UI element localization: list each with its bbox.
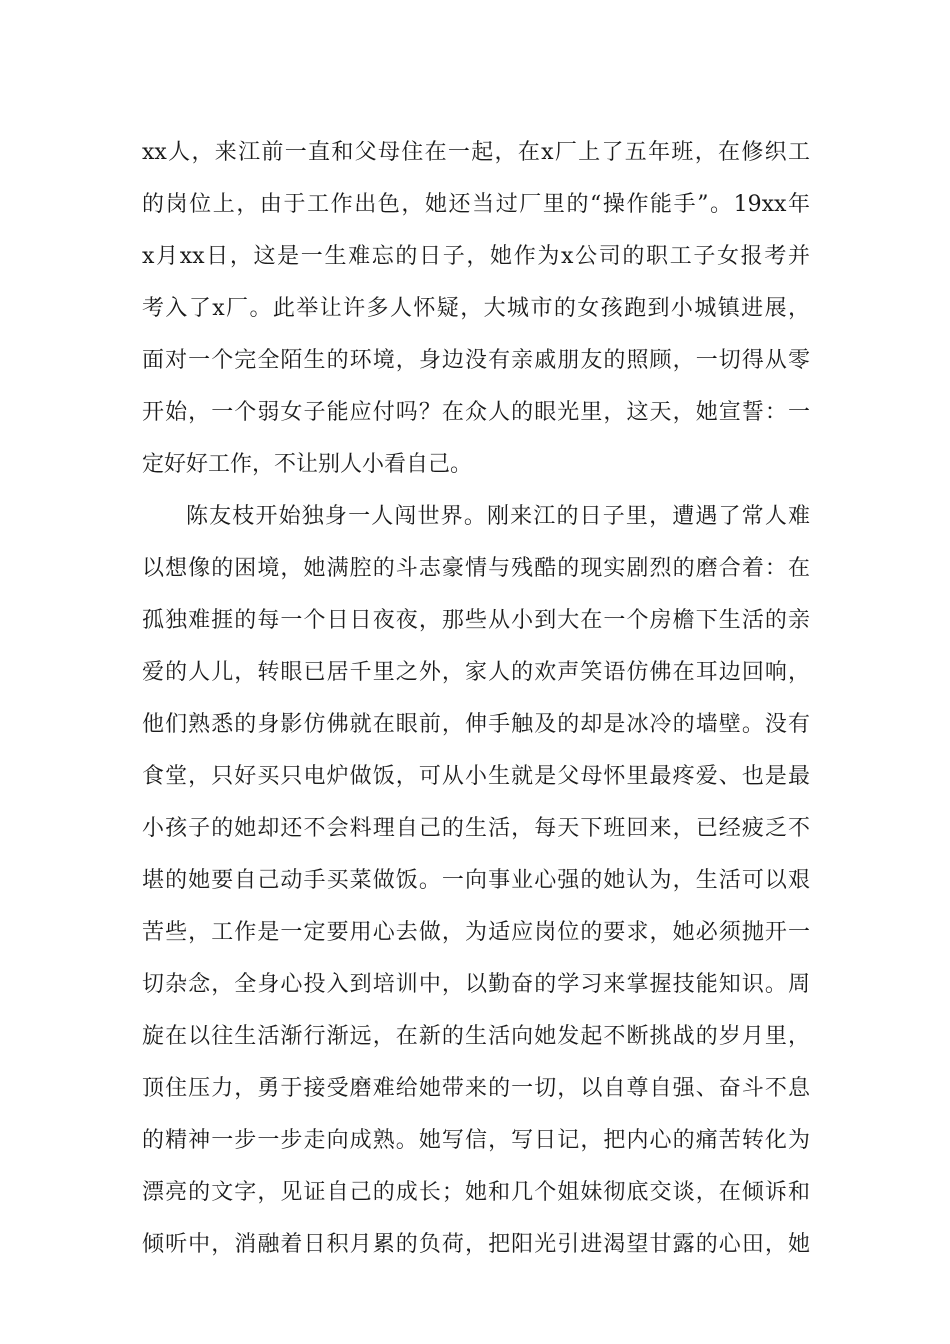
text-line: 旋在以往生活渐行渐远，在新的生活向她发起不断挑战的岁月里，	[142, 1024, 810, 1049]
text-line: 食堂，只好买只电炉做饭，可从小生就是父母怀里最疼爱、也是最	[142, 764, 810, 789]
text-line: 顶住压力，勇于接受磨难给她带来的一切，以自尊自强、奋斗不息	[142, 1076, 810, 1101]
text-line: 开始，一个弱女子能应付吗？在众人的眼光里，这天，她宣誓：一	[142, 400, 810, 425]
paragraph-first-line: 陈友枝开始独身一人闯世界。刚来江的日子里，遭遇了常人难	[186, 504, 810, 529]
text-line: 孤独难捱的每一个日日夜夜，那些从小到大在一个房檐下生活的亲	[142, 608, 810, 633]
text-line: 堪的她要自己动手买菜做饭。一向事业心强的她认为，生活可以艰	[142, 868, 810, 893]
text-line: 面对一个完全陌生的环境，身边没有亲戚朋友的照顾，一切得从零	[142, 348, 810, 373]
text-line: 爱的人儿，转眼已居千里之外，家人的欢声笑语仿佛在耳边回响，	[142, 660, 810, 685]
text-line: 苦些，工作是一定要用心去做，为适应岗位的要求，她必须抛开一	[142, 920, 810, 945]
text-line: 的精神一步一步走向成熟。她写信，写日记，把内心的痛苦转化为	[142, 1128, 810, 1153]
text-line: x月xx日，这是一生难忘的日子，她作为x公司的职工子女报考并	[142, 244, 810, 269]
text-line: 漂亮的文字，见证自己的成长；她和几个姐妹彻底交谈，在倾诉和	[142, 1180, 810, 1205]
text-line: xx人，来江前一直和父母住在一起，在x厂上了五年班，在修织工	[142, 140, 810, 165]
text-line: 以想像的困境，她满腔的斗志豪情与残酷的现实剧烈的磨合着：在	[142, 556, 810, 581]
text-line: 定好好工作，不让别人小看自己。	[142, 452, 473, 477]
text-line: 考入了x厂。此举让许多人怀疑，大城市的女孩跑到小城镇进展，	[142, 296, 810, 321]
text-line: 切杂念，全身心投入到培训中，以勤奋的学习来掌握技能知识。周	[142, 972, 810, 997]
text-line: 小孩子的她却还不会料理自己的生活，每天下班回来，已经疲乏不	[142, 816, 810, 841]
text-line: 的岗位上，由于工作出色，她还当过厂里的“操作能手”。19xx年	[142, 192, 810, 217]
body-text	[142, 127, 810, 1271]
text-line: 他们熟悉的身影仿佛就在眼前，伸手触及的却是冰冷的墙壁。没有	[142, 712, 810, 737]
text-line: 倾听中，消融着日积月累的负荷，把阳光引进渴望甘露的心田，她	[142, 1232, 810, 1257]
